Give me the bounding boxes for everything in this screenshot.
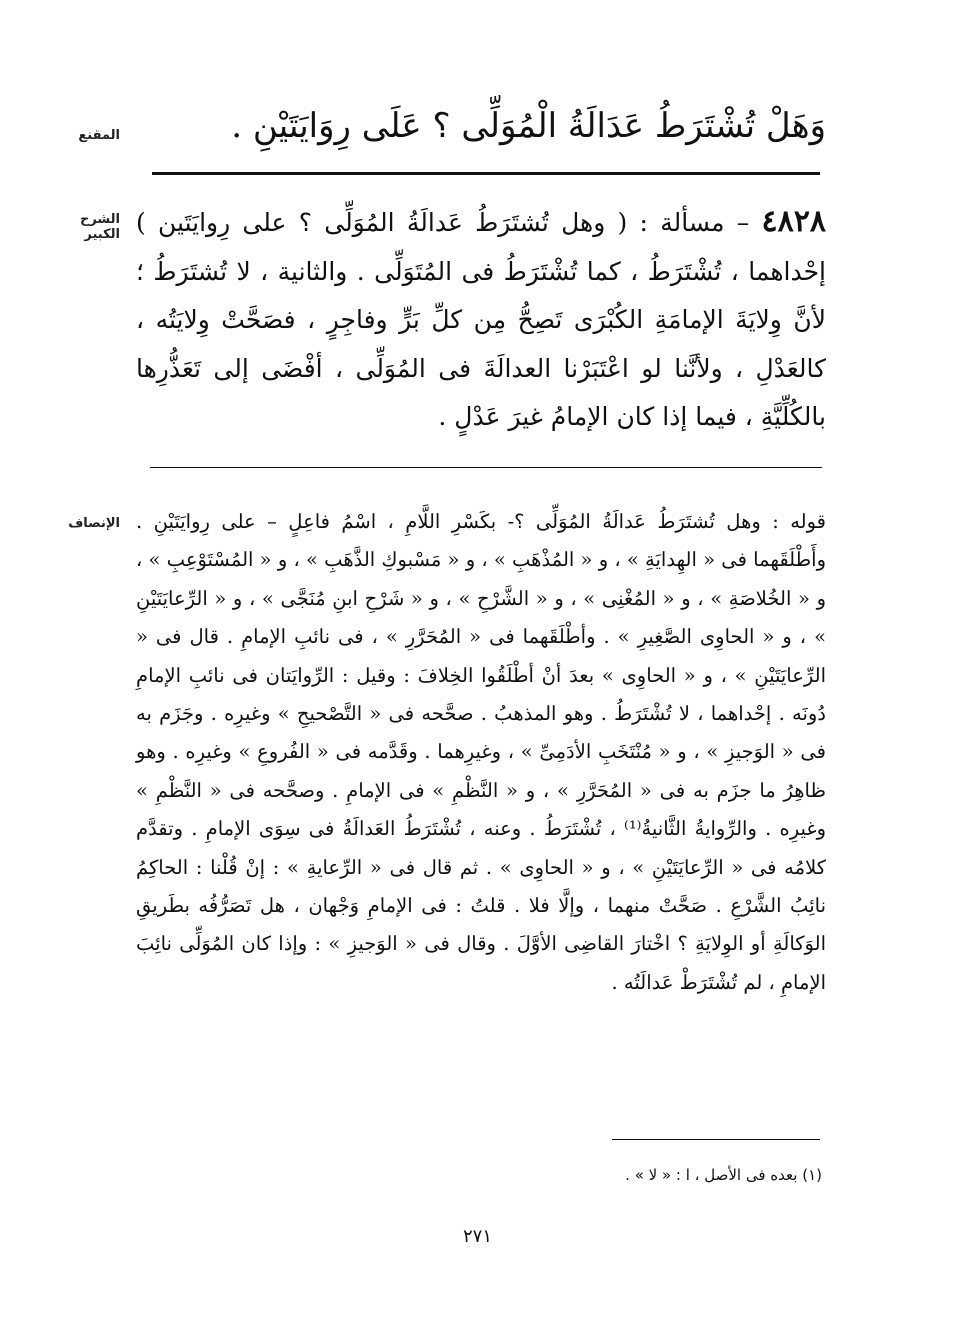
sharh-paragraph [136,198,826,442]
insaf-text: قوله : وهل تُشتَرَطُ عَدالَةُ المُوَلِّى ؟- بكَسْرِ اللَّامِ ، اسْمُ فاعِلٍ – على رِوايَتَيْنِ . وأَطْلَقَهما فى « الهِدايَةِ » ، و « المُذْهَبِ » ، و « مَسْبوكِ الذَّهَبِ » ، و « المُسْتَوْعِبِ » ، و « الخُلاصَةِ » ، و « المُغْنِى » ، و « الشَّرْحِ » ، و « شَرْحِ ابنِ مُنَجَّى » ، و « الرِّعايَتَيْنِ » ، و « الحاوِى الصَّغِيرِ » . وأطْلَقَهما فى « المُحَرَّرِ » ، فى نائبِ الإمامِ . قال فى « الرِّعايَتَيْنِ » ، و « الحاوِى » بعدَ أنْ أطْلَقُوا الخِلافَ : وقيل : الرِّوايَتان فى نائبِ الإمامِ دُونَه . إحْداهما ، لا تُشْتَرَطُ . وهو المذهبُ . صحَّحه فى « التَّصْحيحِ » وغيرِه . وجَزَم به فى « الوَجيزِ » ، و « مُنْتَخَبِ الأدَمِىِّ » ، وغيرِهما . وقَدَّمه فى « الفُروعِ » وغيرِه . وهو ظاهِرُ ما جزَم به فى « المُحَرَّرِ » ، و « النَّظْمِ » فى الإمامِ . وصحَّحه فى « النَّظْمِ » وغيرِه . والرِّوايةُ الثَّانيةُ⁽¹⁾ ، تُشْتَرَطُ . وعنه ، تُشْتَرَطُ العَدالَةُ فى سِوَى الإمامِ . وتقدَّم كلامُه فى « الرِّعايَتَيْنِ » ، و « الحاوِى » . ثم قال فى « الرِّعايةِ » : إنْ قُلْنا : الحاكِمُ نائِبُ الشَّرْعِ . صَحَّتْ منهما ، وإلَّا فلا . قلتُ : فى الإمامِ وَجْهان ، هل تَصَرُّفُه بطَريقِ الوَكالَةِ أو الوِلايَةِ ؟ اخْتارَ القاضِى الأوَّلَ . وقال فى « الوَجيزِ » : وإذا كان المُوَلِّى نائِبَ الإمامِ ، لم تُشْتَرَطْ عَدالَتُه . [136,510,826,994]
muqni-text: وَهَلْ تُشْتَرَطُ عَدَالَةُ الْمُوَلِّى ؟ عَلَى رِوَايَتَيْنِ . [231,106,826,146]
sharh-text: – مسألة : ( وهل تُشتَرَطُ عَدالَةُ المُوَلِّى ؟ على رِوايَتَين ) إحْداهما ، تُشْتَرَطُ ، كما تُشْتَرَطُ فى المُتَوَلِّى . والثانية ، لا تُشتَرَطُ ؛ لأنَّ وِلايَةَ الإمامَةِ الكُبْرَى تَصِحُّ مِن كلِّ بَرٍّ وفاجِرٍ ، فصَحَّتْ وِلايَتُه ، كالعَدْلِ ، ولأنَّنا لو اعْتَبَرْنا العدالَةَ فى المُوَلِّى ، أفْضَى إلى تَعَذُّرِها بالكُلِّيَّةِ ، فيما إذا كان الإمامُ غيرَ عَدْلٍ . [136,208,826,431]
sharh-divider [150,467,822,468]
sharh-label: الشرح الكبير [79,212,120,242]
insaf-label: الإنصاف [68,516,120,531]
muqni-label: المقنع [78,128,120,143]
footnote-divider [612,1139,820,1140]
page-number: ٢٧١ [462,1226,492,1247]
issue-number: ٤٨٢٨ [761,204,826,239]
footnote: (١) بعده فى الأصل ، ا : « لا » . [625,1166,822,1184]
muqni-divider [152,172,820,175]
